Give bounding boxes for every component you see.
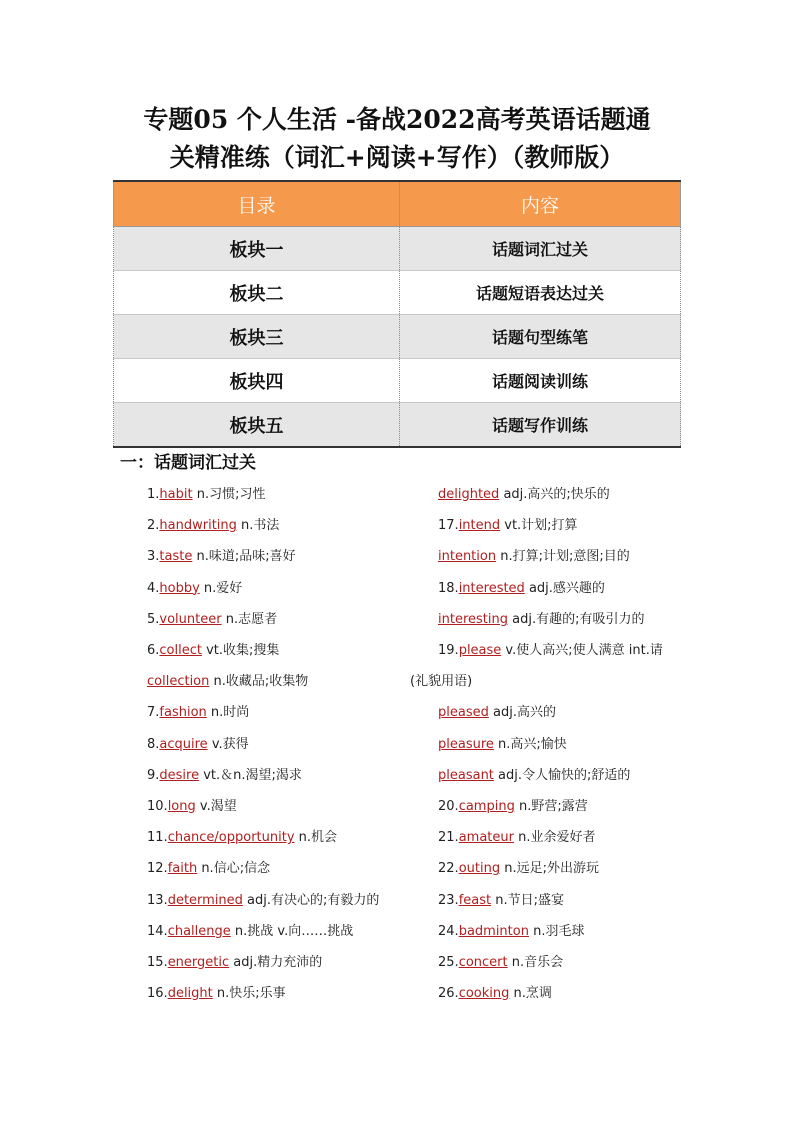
table-row [114,271,681,315]
vocab-entry [147,923,353,941]
entry-word: collection [147,674,210,690]
header-content: 内容 [400,181,681,227]
entry-number: 22. [438,861,459,877]
vocab-entry [438,704,556,722]
entry-definition: adj.精力充沛的 [229,955,323,970]
entry-definition: n.书法 [236,518,280,534]
section-name: 板块四 [114,359,400,403]
entry-definition: v.渴望 [195,799,237,814]
entry-number: 10. [147,799,168,814]
vocab-entry [438,611,644,629]
entry-definition: n.远足;外出游玩 [500,861,599,877]
entry-number: 1. [147,487,160,502]
section-name: 板块二 [114,271,400,315]
entry-word: interesting [438,611,508,627]
entry-definition: n.业余爱好者 [513,830,596,846]
entry-definition: vt.＆n.渴望;渴求 [199,767,302,783]
entry-definition: n.收藏品;收集物 [209,674,309,690]
vocab-entry [147,611,277,629]
entry-number: 25. [438,955,459,970]
vocab-entry [438,985,552,1003]
entry-word: interested [458,580,525,596]
section-content: 话题短语表达过关 [400,271,681,315]
entry-definition: adj.感兴趣的 [524,580,605,596]
table-row [114,227,681,271]
contents-table [113,180,681,448]
entry-number: 17. [438,518,459,534]
entry-number: 11. [147,830,168,846]
entry-definition: adj.令人愉快的;舒适的 [493,767,631,783]
section-name: 板块三 [114,315,400,359]
entry-word: please [458,643,502,658]
entry-word: cooking [458,986,510,1002]
vocab-entry [438,580,605,598]
table-row [114,315,681,359]
entry-definition: n.羽毛球 [528,923,585,939]
vocab-entry [438,517,578,535]
table-row [114,403,681,448]
entry-word: faith [167,861,198,877]
table-row [114,359,681,403]
vocab-entry [147,673,308,691]
entry-word: fashion [159,705,207,721]
entry-number: 2. [147,518,160,534]
entry-definition: adj.高兴的;快乐的 [499,487,610,502]
entry-word: amateur [458,830,514,846]
entry-number: 3. [147,549,160,565]
vocab-entry [147,892,379,910]
vocab-entry [147,642,279,660]
entry-definition: adj.有决心的;有毅力的 [242,892,380,908]
entry-number: 23. [438,892,459,908]
entry-word: badminton [458,923,529,939]
vocab-entry [147,486,265,504]
entry-definition: n.烹调 [509,986,552,1002]
entry-word: intend [458,518,501,534]
entry-definition: v.获得 [207,736,249,752]
entry-definition: vt.收集;搜集 [201,643,280,658]
entry-number: 24. [438,923,459,939]
entry-number: 14. [147,923,168,939]
entry-word: taste [159,549,193,565]
entry-number: 16. [147,986,168,1002]
entry-definition: n.野营;露营 [514,799,588,814]
vocab-entry [147,704,249,722]
section-content: 话题写作训练 [400,403,681,448]
entry-word: handwriting [159,518,237,534]
entry-word: acquire [159,736,208,752]
vocab-entry [438,798,588,816]
entry-definition: vt.计划;打算 [500,518,578,534]
vocab-entry [438,954,563,972]
vocab-entry [438,923,584,941]
vocab-entry [438,892,564,910]
entry-definition: n.志愿者 [221,611,278,627]
entry-definition: adj.有趣的;有吸引力的 [507,611,645,627]
entry-word: habit [159,487,193,502]
entry-word: challenge [167,923,231,939]
vocab-entry [438,486,610,504]
vocab-entry [438,767,630,785]
entry-word: collect [159,643,202,658]
entry-word: delighted [438,487,500,502]
entry-definition: n.高兴;愉快 [493,736,567,752]
section-name: 板块五 [114,403,400,448]
vocab-entry [147,580,242,598]
entry-word: long [167,799,196,814]
section-heading: 一：话题词汇过关 [120,453,256,473]
section-name: 板块一 [114,227,400,271]
entry-definition: n.节日;盛宴 [491,892,564,908]
section-content: 话题阅读训练 [400,359,681,403]
vocab-entry [438,548,630,566]
header-catalog: 目录 [114,181,400,227]
entry-word: hobby [159,580,200,596]
entry-definition: n.音乐会 [507,955,564,970]
entry-word: intention [438,549,497,565]
vocab-entry [438,642,663,660]
vocab-entry [147,829,337,847]
entry-word: determined [167,892,243,908]
vocab-entry [410,673,472,691]
entry-number: 20. [438,799,459,814]
entry-number: 8. [147,736,160,752]
entry-definition: v.使人高兴;使人满意 int.请 [501,643,663,658]
vocab-entry [438,860,599,878]
vocab-entry [147,985,286,1003]
entry-word: chance/opportunity [167,830,295,846]
entry-definition: n.味道;品味;喜好 [192,549,296,565]
vocab-entry [438,736,567,754]
entry-definition: (礼貌用语) [410,674,473,690]
entry-word: pleased [438,705,489,721]
entry-word: outing [458,861,501,877]
entry-word: energetic [167,955,230,970]
vocab-entry [147,736,249,754]
entry-definition: n.习惯;习性 [192,487,266,502]
vocab-entry [438,829,595,847]
vocab-entry [147,860,270,878]
entry-word: concert [458,955,508,970]
document-title-line1: 专题05 个人生活 -备战2022高考英语话题通 [143,105,651,134]
vocab-entry [147,517,279,535]
entry-definition: n.机会 [294,830,338,846]
entry-number: 19. [438,643,459,658]
entry-definition: n.打算;计划;意图;目的 [496,549,630,565]
entry-number: 7. [147,705,160,721]
section-content: 话题句型练笔 [400,315,681,359]
entry-number: 26. [438,986,459,1002]
entry-definition: n.快乐;乐事 [212,986,286,1002]
entry-definition: n.信心;信念 [197,861,271,877]
entry-word: volunteer [159,611,222,627]
vocab-entry [147,798,237,816]
entry-number: 12. [147,861,168,877]
entry-definition: n.爱好 [199,580,243,596]
entry-number: 21. [438,830,459,846]
entry-number: 9. [147,767,160,783]
entry-definition: n.时尚 [206,705,250,721]
entry-word: camping [458,799,515,814]
entry-number: 5. [147,611,160,627]
entry-word: delight [167,986,213,1002]
entry-word: pleasant [438,767,494,783]
entry-number: 15. [147,955,168,970]
entry-word: feast [458,892,492,908]
entry-number: 13. [147,892,168,908]
contents-table-header [114,181,681,227]
section-content: 话题词汇过关 [400,227,681,271]
entry-number: 4. [147,580,160,596]
entry-definition: n.挑战 v.向……挑战 [230,923,354,939]
entry-word: desire [159,767,200,783]
entry-number: 18. [438,580,459,596]
document-title-line2: 关精准练（词汇+阅读+写作）（教师版） [169,143,625,172]
entry-word: pleasure [438,736,494,752]
entry-number: 6. [147,643,160,658]
vocab-entry [147,767,302,785]
entry-definition: adj.高兴的 [488,705,556,721]
vocab-entry [147,954,322,972]
vocab-entry [147,548,296,566]
